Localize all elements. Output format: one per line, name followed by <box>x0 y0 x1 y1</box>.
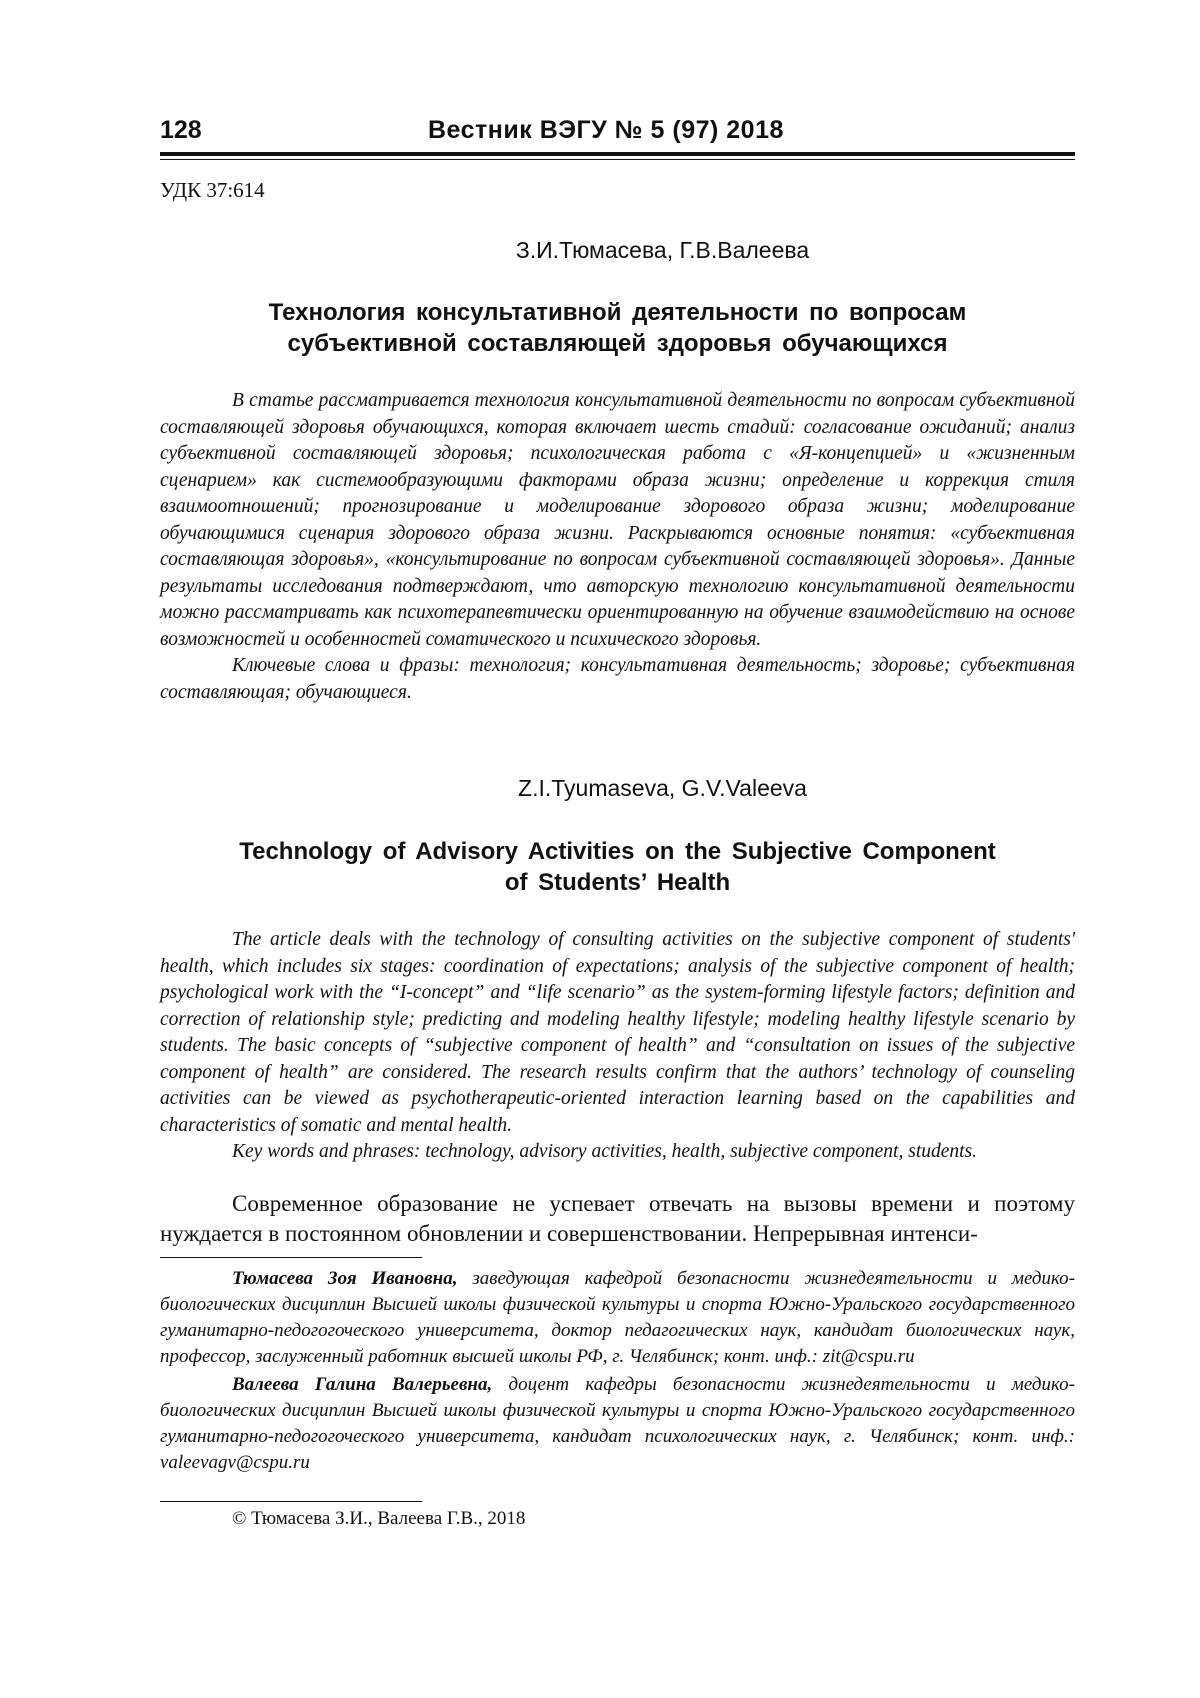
copyright-rule <box>160 1501 422 1502</box>
title-en-line2: of Students’ Health <box>504 869 731 896</box>
footnote-rule <box>160 1257 422 1258</box>
abstract-ru-text: В статье рассматривается технология консультативной деятельности по вопросам субъективной составляющей здоровья обучающихся, которая включает шесть стадий: согласование ожиданий; анализ субъективной составляющей здоровья; психологическая работа с «Я-концепцией» и «жизненным сценарием» как системообразующими факторами образа жизни; определение и коррекция стиля взаимоотношений; прогнозирование и моделирование здорового образа жизни; моделирование обучающимися сценария здорового образа жизни. Раскрываются основные понятия: «субъективная составляющая здоровья», «консультирование по вопросам субъективной составляющей здоровья». Данные результаты исследования подтверждают, что авторскую технологию консультативной деятельности можно рассматривать как психотерапевтически ориентированную на обучение взаимодействию на основе возможностей и особенностей соматического и психического здоровья. <box>160 390 1075 650</box>
footnote-author-1 <box>160 1266 1075 1370</box>
footnote-author-1-name: Тюмасева Зоя Ивановна, <box>232 1268 458 1289</box>
footnote-author-2-name: Валеева Галина Валерьевна, <box>232 1374 493 1395</box>
body-paragraph: Современное образование не успевает отвечать на вызовы времени и поэтому нуждается в постоянном обновлении и совершенствовании. Непрерывная интенси- <box>160 1191 1075 1246</box>
footnote-author-2-text: доцент кафедры безопасности жизнедеятельности и медико-биологических дисциплин Высшей школы физической культуры и спорта Южно-Уральского государственного гуманитарно-педогогоческого университета, кандидат психологических наук, г. Челябинск; конт. инф.: valeevagv@cspu.ru <box>160 1374 1075 1473</box>
authors-en: Z.I.Tyumaseva, G.V.Valeeva <box>518 775 807 801</box>
footnote-author-2 <box>160 1372 1075 1476</box>
udc-code: УДК 37:614 <box>160 178 265 202</box>
journal-title: Вестник ВЭГУ № 5 (97) 2018 <box>428 116 784 144</box>
title-en <box>160 836 1075 898</box>
abstract-en <box>160 927 1075 1166</box>
authors-ru: З.И.Тюмасева, Г.В.Валеева <box>515 237 810 263</box>
footnote-author-1-text: заведующая кафедрой безопасности жизнедеятельности и медико-биологических дисциплин Высшей школы физической культуры и спорта Южно-Уральского государственного гуманитарно-педогогоческого университета, доктор педагогических наук, кандидат биологических наук, профессор, заслуженный работник высшей школы РФ, г. Челябинск; конт. инф.: zit@cspu.ru <box>160 1268 1076 1367</box>
copyright-line: © Тюмасева З.И., Валеева Г.В., 2018 <box>232 1508 526 1529</box>
title-en-line1: Technology of Advisory Activities on the Subjective Component <box>239 838 996 865</box>
abstract-ru <box>160 388 1075 706</box>
keywords-en: Key words and phrases: technology, advisory activities, health, subjective component, students. <box>232 1141 978 1162</box>
author-footnotes <box>160 1266 1075 1478</box>
running-header <box>160 116 1075 156</box>
keywords-ru: Ключевые слова и фразы: технология; консультативная деятельность; здоровье; субъективная составляющая; обучающиеся. <box>160 655 1075 703</box>
page-number: 128 <box>160 116 202 144</box>
title-ru <box>160 297 1075 359</box>
header-rule-thin <box>160 159 1075 160</box>
header-rule-thick <box>160 152 1075 156</box>
abstract-en-text: The article deals with the technology of consulting activities on the subjective component of students' health, which includes six stages: coordination of expectations; analysis of the subjective component of health; psychological work with the “I-concept” and “life scenario” as the system-forming lifestyle factors; definition and correction of relationship style; predicting and modeling healthy lifestyle; modeling healthy lifestyle scenario by students. The basic concepts of “subjective component of health” and “consultation on issues of the subjective component of health” are considered. The research results confirm that the authors’ technology of counseling activities can be viewed as psychotherapeutic-oriented interaction learning based on the capabilities and characteristics of somatic and mental health. <box>160 929 1075 1136</box>
title-ru-line1: Технология консультативной деятельности по вопросам <box>268 299 967 326</box>
title-ru-line2: субъективной составляющей здоровья обучающихся <box>287 330 948 357</box>
